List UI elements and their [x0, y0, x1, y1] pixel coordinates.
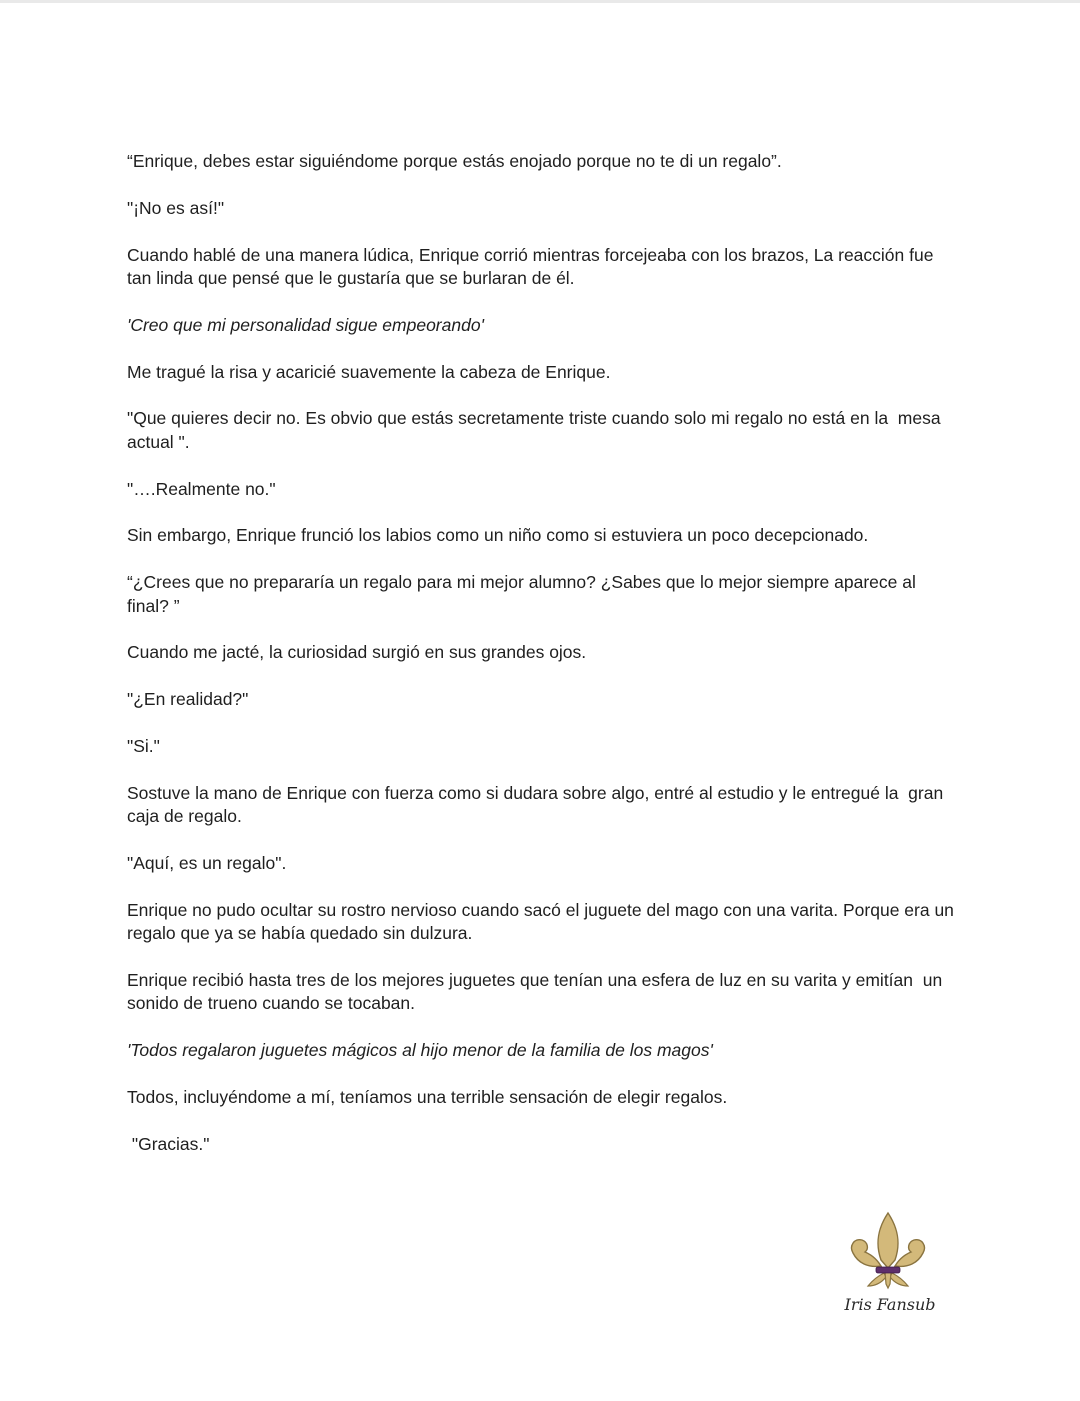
paragraph: Enrique recibió hasta tres de los mejores juguetes que tenían una esfera de luz en su varita y emitían un sonido de trueno cuando se tocaban. [127, 969, 948, 1014]
paragraph: Cuando me jacté, la curiosidad surgió en sus grandes ojos. [127, 642, 587, 663]
paragraph-thought: 'Creo que mi personalidad sigue empeorando' [127, 314, 484, 335]
fleur-de-lis-icon [838, 1208, 942, 1298]
paragraph: Cuando hablé de una manera lúdica, Enrique corrió mientras forcejeaba con los brazos, La reacción fue tan linda que pensé que le gustaría que se burlaran de él. [127, 244, 939, 288]
paragraph-thought: 'Todos regalaron juguetes mágicos al hijo menor de la familia de los magos' [127, 1040, 713, 1061]
paragraph: "¿En realidad?" [127, 689, 249, 710]
top-divider [0, 0, 1080, 3]
paragraph: "….Realmente no." [127, 478, 276, 499]
paragraph: Enrique no pudo ocultar su rostro nervioso cuando sacó el juguete del mago con una varita. Porque era un regalo que ya se había quedado sin dulzura. [127, 899, 959, 944]
paragraph: Sin embargo, Enrique frunció los labios como un niño como si estuviera un poco decepcionado. [127, 525, 869, 546]
paragraph: Me tragué la risa y acaricié suavemente la cabeza de Enrique. [127, 361, 611, 382]
paragraph: “¿Crees que no prepararía un regalo para mi mejor alumno? ¿Sabes que lo mejor siempre aparece al final? ” [127, 572, 921, 616]
paragraph: Sostuve la mano de Enrique con fuerza como si dudara sobre algo, entré al estudio y le entregué la gran caja de regalo. [127, 782, 949, 827]
paragraph: "Gracias." [127, 1133, 210, 1154]
logo-text: Iris Fansub [844, 1295, 936, 1314]
paragraph: Todos, incluyéndome a mí, teníamos una terrible sensación de elegir regalos. [127, 1086, 728, 1107]
paragraph: "Si." [127, 735, 160, 756]
paragraph: “Enrique, debes estar siguiéndome porque estás enojado porque no te di un regalo”. [127, 151, 782, 171]
paragraph: "¡No es así!" [127, 197, 225, 218]
paragraph: "Que quieres decir no. Es obvio que estás secretamente triste cuando solo mi regalo no está en la mesa actual ". [127, 408, 946, 452]
iris-fansub-logo [838, 1208, 942, 1320]
paragraph: "Aquí, es un regalo". [127, 852, 287, 873]
document-body [127, 150, 957, 1180]
